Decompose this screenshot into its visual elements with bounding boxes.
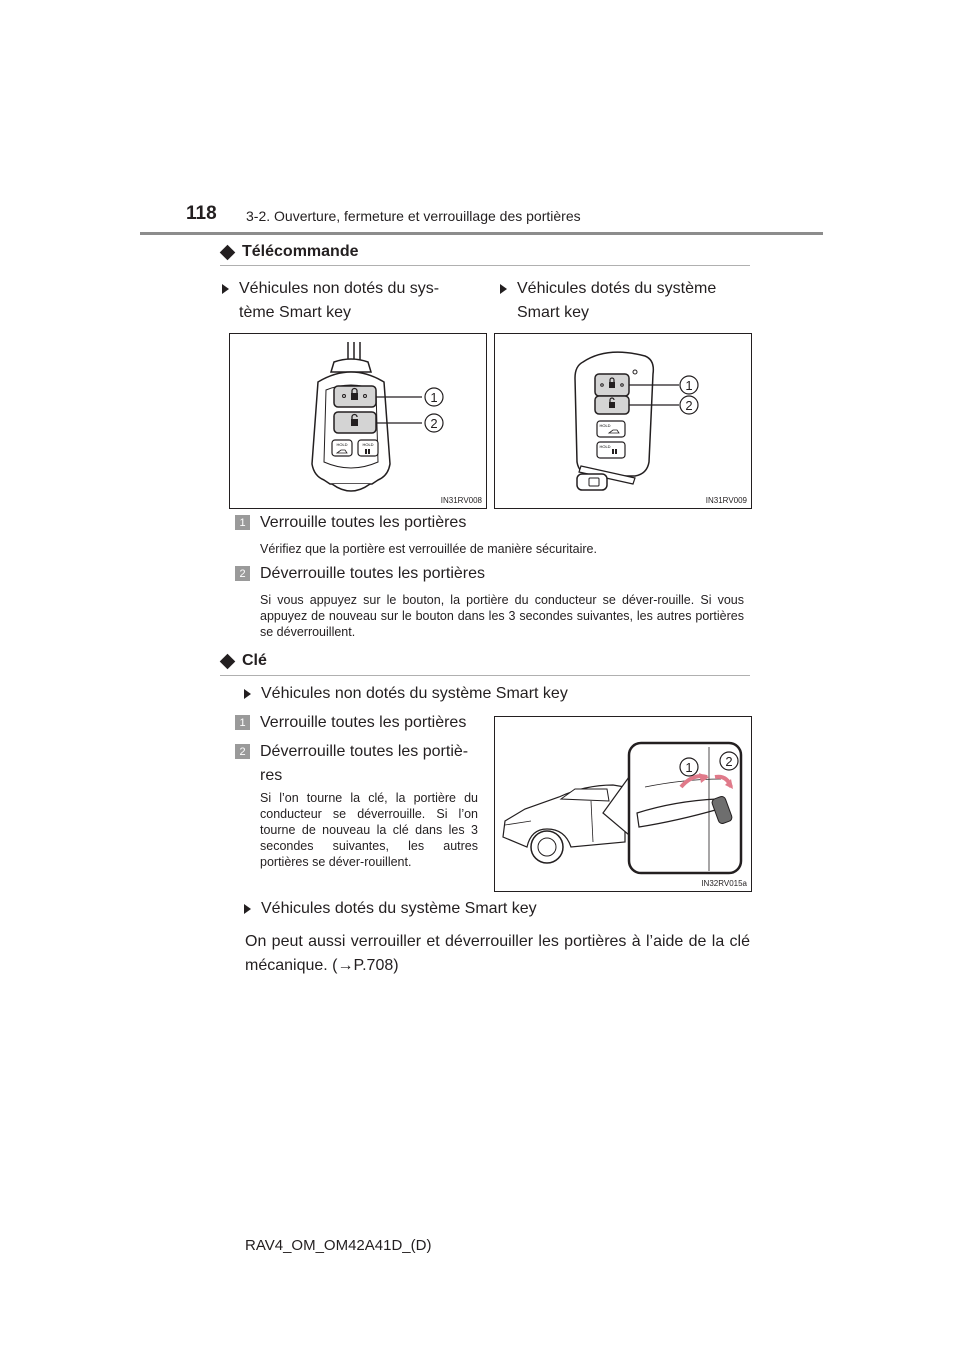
callout-1: 1 [685,760,693,775]
figure-door-key [494,716,752,892]
key-item1-label: Verrouille toutes les portières [260,714,467,731]
remote-heading-text: Télécommande [242,243,359,260]
section-title: 3-2. Ouverture, fermeture et verrouillage des portières [246,208,581,224]
remote-col-right-text: Véhicules dotés du système Smart key [517,280,717,321]
remote-key-illustration [230,334,486,508]
item-badge-2: 2 [235,744,250,759]
diamond-icon [220,653,236,669]
callout-2: 2 [725,754,733,769]
remote-col-right-title [500,277,750,325]
callout-1: 1 [685,378,693,393]
figure-code: IN32RV015a [701,879,747,888]
item-badge-1: 1 [235,715,250,730]
remote-item1-note: Vérifiez que la portière est verrouillée de manière sécuritaire. [260,542,597,556]
smart-key-illustration [495,334,751,508]
remote-heading [220,243,358,261]
item-badge-2: 2 [235,566,250,581]
callout-1: 1 [430,390,438,405]
page-number: 118 [186,203,217,224]
key-heading-text: Clé [242,652,267,669]
diamond-icon [220,244,236,260]
key-sub1 [244,682,568,706]
remote-heading-rule [220,265,750,266]
key-sub2-text: Véhicules dotés du système Smart key [261,900,537,917]
door-key-illustration [495,717,751,891]
remote-item2-label: Déverrouille toutes les portières [260,565,485,582]
item-badge-1: 1 [235,515,250,530]
key-sub2 [244,897,537,921]
arrow-bullet-icon [222,284,229,294]
key-heading-rule [220,675,750,676]
figure-code: IN31RV009 [705,496,747,505]
figure-remote-key [229,333,487,509]
remote-col-left-title [222,277,484,325]
key-item2-note: Si l’on tourne la clé, la portière du conducteur se déverrouille. Si l’on tourne de nouveau la clé dans les 3 secondes suivantes, les autres portières se déver-rouillent. [260,791,478,869]
hold-label: HOLD [599,444,611,449]
remote-col-left-text: Véhicules non dotés du sys- tème Smart key [239,280,440,321]
hold-label: HOLD [599,423,611,428]
callout-2: 2 [430,416,438,431]
key-sub1-text: Véhicules non dotés du système Smart key [261,685,568,702]
arrow-bullet-icon [500,284,507,294]
callout-2: 2 [685,398,693,413]
arrow-bullet-icon [244,689,251,699]
remote-item2-note: Si vous appuyez sur le bouton, la portière du conducteur se déver-rouille. Si vous appuyez de nouveau sur le bouton dans les 3 secondes suivantes, les autres portières se déverrouillent. [260,593,744,639]
figure-code: IN31RV008 [440,496,482,505]
hold-label: HOLD [336,442,348,447]
figure-smart-key [494,333,752,509]
key-item2-label: Déverrouille toutes les portiè- res [260,743,469,784]
remote-item1-label: Verrouille toutes les portières [260,514,467,531]
footer-doc-code: RAV4_OM_OM42A41D_(D) [245,1237,432,1254]
header-rule [140,232,823,235]
arrow-bullet-icon [244,904,251,914]
key-heading [220,652,267,670]
key-body-text: On peut aussi verrouiller et déverrouiller les portières à l’aide de la clé mécanique. (→P.708) [245,933,750,974]
hold-label: HOLD [362,442,374,447]
